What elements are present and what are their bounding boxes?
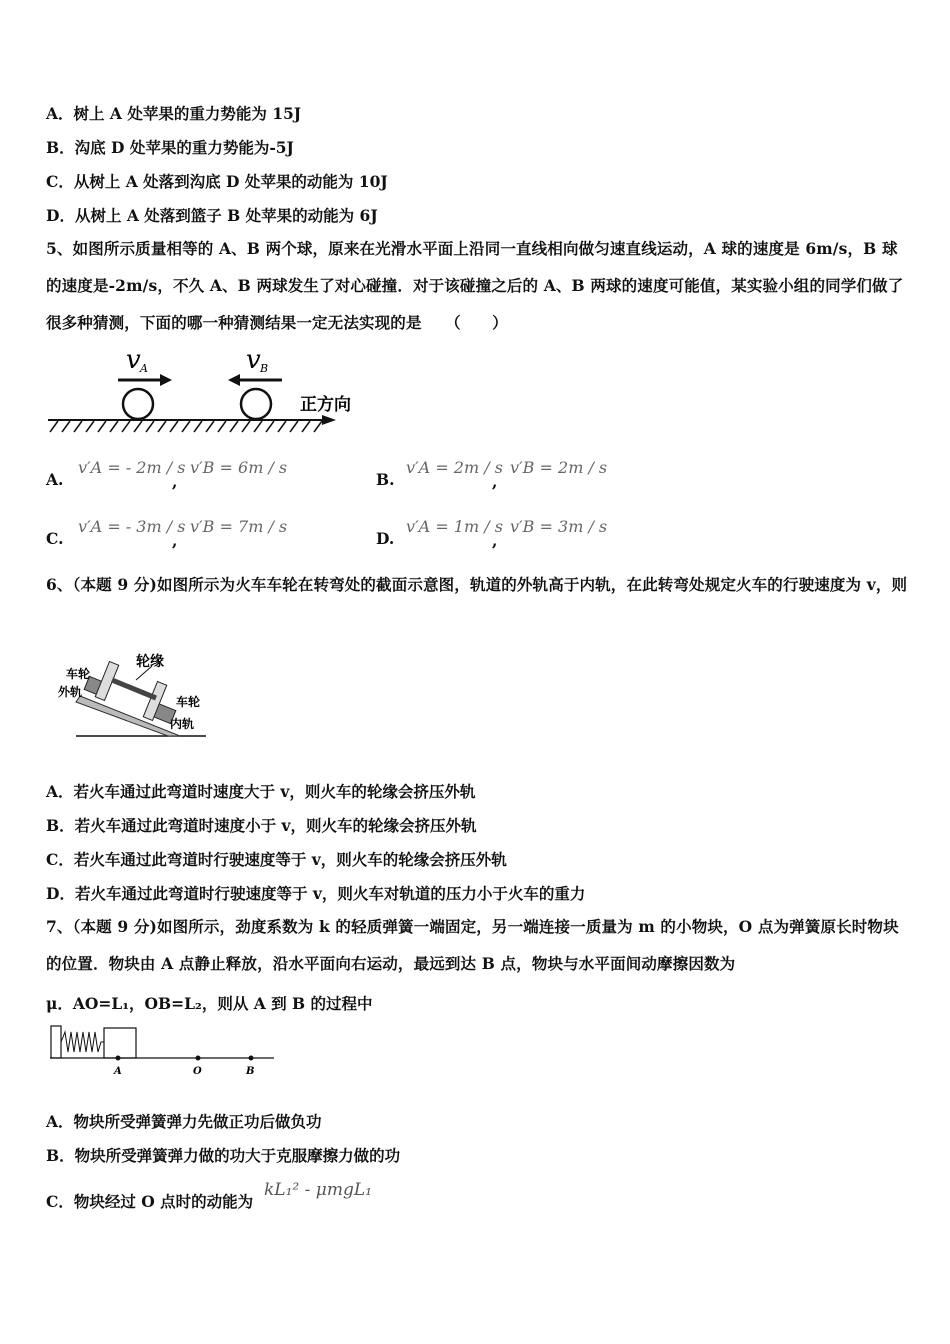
q5-option-b-comma: , [492, 472, 498, 491]
q6-option-b: B．若火车通过此弯道时速度小于 v，则火车的轮缘会挤压外轨 [46, 816, 477, 835]
fig-inner-rail-label: 内轨 [170, 717, 195, 731]
q5-option-d-va: v′A = 1m / s [406, 517, 503, 536]
fig-vB-sub: B [260, 362, 269, 375]
q6-stem: 6、（本题 9 分)如图所示为火车车轮在转弯处的截面示意图，轨道的外轨高于内轨，在此转弯处规定火车的行驶速度为 v，则 [46, 575, 908, 594]
q4-option-d: D．从树上 A 处落到篮子 B 处苹果的动能为 6J [46, 206, 378, 225]
point-a-dot [116, 1056, 121, 1061]
q5-option-d-label: D. [376, 529, 395, 548]
fig-outer-rail-label: 外轨 [58, 685, 83, 699]
q5-option-b-label: B. [376, 470, 395, 489]
q5-option-c-label: C. [46, 529, 64, 548]
ball-b [241, 389, 271, 419]
q4-option-a: A．树上 A 处苹果的重力势能为 15J [46, 104, 302, 123]
fig-wheel-left-label: 车轮 [66, 667, 91, 681]
direction-arrow-head [322, 415, 336, 425]
q7-option-b: B．物块所受弹簧弹力做的功大于克服摩擦力做的功 [46, 1146, 401, 1165]
fig-rim-label: 轮缘 [136, 654, 164, 670]
fixed-wall [51, 1026, 61, 1058]
q7-option-c-formula: kL₁² - μmgL₁ [264, 1180, 372, 1200]
fig-vA-sub: A [140, 362, 148, 375]
fig-vA-label: v [126, 345, 141, 375]
ground-hatching [50, 421, 322, 432]
q5-option-a-label: A. [46, 470, 64, 489]
q5-option-a-comma: , [172, 472, 178, 491]
q5-option-a-vb: v′B = 6m / s [190, 458, 288, 477]
q5-option-d-comma: , [492, 531, 498, 550]
q4-option-b: B．沟底 D 处苹果的重力势能为-5J [46, 138, 294, 157]
q7-spring-figure [46, 1022, 278, 1078]
ball-a [123, 389, 153, 419]
q6-option-c: C．若火车通过此弯道时行驶速度等于 v，则火车的轮缘会挤压外轨 [46, 850, 507, 869]
q5-option-c-comma: , [172, 531, 178, 550]
fig-wheel-right-label: 车轮 [176, 695, 201, 709]
q5-option-c-vb: v′B = 7m / s [190, 517, 288, 536]
q7-stem-2: μ．AO=L₁，OB=L₂，则从 A 到 B 的过程中 [46, 994, 373, 1013]
q7-option-a: A．物块所受弹簧弹力先做正功后做负功 [46, 1112, 322, 1131]
point-b-dot [249, 1056, 254, 1061]
q5-option-a-va: v′A = - 2m / s [78, 458, 186, 477]
spring [61, 1032, 104, 1052]
q5-option-c-va: v′A = - 3m / s [78, 517, 186, 536]
point-b-label: B [246, 1066, 255, 1077]
point-o-label: O [193, 1066, 202, 1077]
q6-option-d: D．若火车通过此弯道时行驶速度等于 v，则火车对轨道的压力小于火车的重力 [46, 884, 586, 903]
q5-option-b-va: v′A = 2m / s [406, 458, 503, 477]
q7-option-c: C．物块经过 O 点时的动能为 [46, 1192, 254, 1211]
q6-option-a: A．若火车通过此弯道时速度大于 v，则火车的轮缘会挤压外轨 [46, 782, 476, 801]
arrow-b-head [228, 374, 240, 386]
q6-wheel-rail-figure [56, 650, 216, 742]
q4-option-c: C．从树上 A 处落到沟底 D 处苹果的动能为 10J [46, 172, 388, 191]
arrow-a-head [160, 374, 172, 386]
axle [112, 680, 156, 698]
fig-vB-label: v [246, 345, 261, 375]
q5-option-b-vb: v′B = 2m / s [510, 458, 608, 477]
block [104, 1028, 136, 1058]
point-a-label: A [114, 1066, 122, 1077]
fig-direction-label: 正方向 [300, 395, 351, 415]
point-o-dot [196, 1056, 201, 1061]
q5-stem: 5、如图所示质量相等的 A、B 两个球，原来在光滑水平面上沿同一直线相向做匀速直线运动，A 球的速度是 6m/s，B 球的速度是-2m/s，不久 A、B 两球发生了对心碰撞．对于该碰撞之后的 A、B 两球的速度可能值，某实验小组的同学们做了很多种猜测，下面的哪一种猜测结果一定无法实现的是 （ ） [46, 239, 904, 332]
q5-collision-figure [46, 344, 358, 434]
q7-stem: 7、（本题 9 分)如图所示，劲度系数为 k 的轻质弹簧一端固定，另一端连接一质量为 m 的小物块，O 点为弹簧原长时物块的位置．物块由 A 点静止释放，沿水平面向右运动，最远到达 B 点，物块与水平面间动摩擦因数为 [46, 917, 899, 973]
q5-option-d-vb: v′B = 3m / s [510, 517, 608, 536]
